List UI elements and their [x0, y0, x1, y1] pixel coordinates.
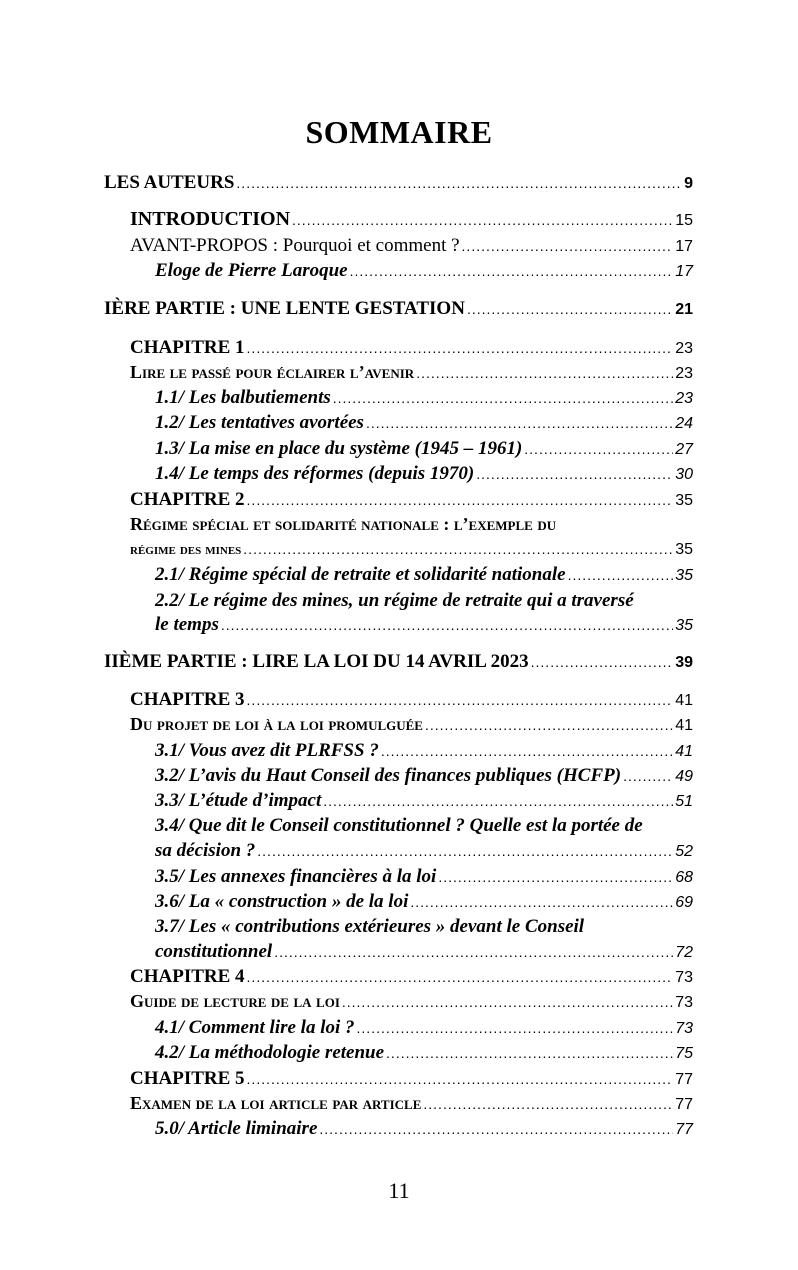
toc-page: 69: [675, 894, 693, 911]
toc-entry-2-2-line1[interactable]: 2.2/ Le régime des mines, un régime de retraite qui a traversé: [155, 590, 634, 611]
toc-entry-chapitre-5-title[interactable]: [130, 1091, 693, 1116]
leader-dots: [247, 688, 674, 713]
toc-label: Eloge de Pierre Laroque: [155, 260, 348, 281]
leader-dots: [524, 437, 673, 462]
toc-page: 23: [675, 340, 693, 357]
toc-entry-3-6[interactable]: [155, 889, 693, 914]
toc-entry-eloge[interactable]: [155, 258, 693, 283]
toc-page: 75: [675, 1045, 693, 1062]
toc-entry-3-7[interactable]: [155, 939, 693, 964]
leader-dots: [568, 563, 674, 588]
leader-dots: [462, 234, 674, 259]
toc-page: 9: [684, 175, 693, 192]
toc-label: 3.3/ L’étude d’impact: [155, 790, 322, 811]
leader-dots: [221, 613, 673, 638]
toc-page: 23: [675, 390, 693, 407]
leader-dots: [410, 890, 673, 915]
toc-entry-chapitre-2[interactable]: [130, 487, 693, 512]
toc-entry-1-3[interactable]: [155, 436, 693, 461]
toc-label: Guide de lecture de la loi: [130, 991, 340, 1011]
toc-label: 1.4/ Le temps des réformes (depuis 1970): [155, 463, 475, 484]
toc-page: 35: [675, 492, 693, 509]
toc-entry-chapitre-3-title[interactable]: [130, 712, 693, 737]
toc-label: 5.0/ Article liminaire: [155, 1118, 318, 1139]
toc-label: CHAPITRE 4: [130, 966, 245, 987]
toc-entry-partie-2[interactable]: [104, 649, 693, 674]
toc-label: 1.2/ Les tentatives avortées: [155, 412, 364, 433]
toc-page: 41: [675, 743, 693, 760]
leader-dots: [243, 537, 673, 562]
page-number: 11: [388, 1178, 410, 1203]
leader-dots: [257, 839, 673, 864]
toc-page: 77: [675, 1071, 693, 1088]
toc-page: 15: [675, 212, 693, 229]
toc-entry-introduction[interactable]: [130, 207, 693, 232]
toc-page: 30: [675, 466, 693, 483]
toc-entry-4-2[interactable]: [155, 1040, 693, 1065]
toc-entry-5-0[interactable]: [155, 1116, 693, 1141]
leader-dots: [423, 1092, 673, 1117]
toc-page: 21: [675, 301, 693, 318]
toc-label: 3.2/ L’avis du Haut Conseil des finances publiques (HCFP): [155, 765, 622, 786]
toc-entry-3-1[interactable]: [155, 738, 693, 763]
toc-label: sa décision ?: [155, 840, 256, 861]
toc-page: 41: [675, 717, 693, 734]
toc-entry-3-4-line1[interactable]: 3.4/ Que dit le Conseil constitutionnel ? Quelle est la portée de: [155, 815, 643, 836]
toc-entry-chapitre-3[interactable]: [130, 687, 693, 712]
toc-page: 77: [675, 1096, 693, 1113]
toc-entry-avant-propos[interactable]: [130, 233, 693, 258]
leader-dots: [274, 940, 673, 965]
toc-page: 73: [675, 994, 693, 1011]
toc-label: le temps: [155, 614, 219, 635]
toc-label: IÈRE PARTIE : UNE LENTE GESTATION: [104, 298, 465, 319]
leader-dots: [438, 865, 673, 890]
leader-dots: [425, 713, 673, 738]
toc-page: 17: [675, 238, 693, 255]
page-title: SOMMAIRE: [305, 114, 493, 150]
leader-dots: [323, 789, 673, 814]
toc-page: 72: [675, 944, 693, 961]
leader-dots: [386, 1041, 673, 1066]
toc-entry-3-2[interactable]: [155, 763, 693, 788]
toc-label: CHAPITRE 5: [130, 1068, 245, 1089]
toc-page: 39: [675, 654, 693, 671]
leader-dots: [247, 488, 674, 513]
toc-entry-1-1[interactable]: [155, 385, 693, 410]
toc-label: 3.5/ Les annexes financières à la loi: [155, 866, 437, 887]
leader-dots: [467, 297, 673, 322]
toc-entry-1-4[interactable]: [155, 461, 693, 486]
leader-dots: [292, 208, 673, 233]
toc-page: 17: [675, 263, 693, 280]
toc-label: CHAPITRE 2: [130, 489, 245, 510]
toc-label: constitutionnel: [155, 941, 273, 962]
toc-entry-3-3[interactable]: [155, 788, 693, 813]
toc-page: 23: [675, 365, 693, 382]
toc-page: 35: [675, 617, 693, 634]
leader-dots: [247, 336, 674, 361]
leader-dots: [350, 259, 674, 284]
toc-page: 51: [675, 793, 693, 810]
leader-dots: [366, 411, 673, 436]
toc-entry-chapitre-4-title[interactable]: [130, 989, 693, 1014]
leader-dots: [333, 386, 673, 411]
toc-entry-3-7-line1[interactable]: 3.7/ Les « contributions extérieures » devant le Conseil: [155, 916, 585, 937]
toc-label: INTRODUCTION: [130, 208, 291, 230]
toc-label: 4.1/ Comment lire la loi ?: [155, 1017, 355, 1038]
toc-entry-chapitre-4[interactable]: [130, 964, 693, 989]
leader-dots: [416, 361, 673, 386]
toc-label: 1.3/ La mise en place du système (1945 – 1961): [155, 438, 523, 459]
leader-dots: [247, 965, 674, 990]
leader-dots: [342, 990, 673, 1015]
toc-entry-chapitre-2-title-line1[interactable]: Régime spécial et solidarité nationale : l’exemple du: [130, 514, 557, 534]
toc-page: 35: [675, 541, 693, 558]
toc-page: 27: [675, 441, 693, 458]
toc-entry-2-2[interactable]: [155, 612, 693, 637]
toc-page: 68: [675, 869, 693, 886]
leader-dots: [381, 739, 673, 764]
toc-page: 77: [675, 1121, 693, 1138]
toc-entry-2-1[interactable]: [155, 562, 693, 587]
toc-label: CHAPITRE 3: [130, 689, 245, 710]
leader-dots: [319, 1117, 673, 1142]
toc-label: 2.1/ Régime spécial de retraite et solidarité nationale: [155, 564, 566, 585]
leader-dots: [623, 764, 673, 789]
toc-entry-partie-1[interactable]: [104, 296, 693, 321]
leader-dots: [531, 650, 674, 675]
toc-label: CHAPITRE 1: [130, 337, 245, 358]
toc-label: 4.2/ La méthodologie retenue: [155, 1042, 385, 1063]
leader-dots: [476, 462, 673, 487]
toc-label: Lire le passé pour éclairer l’avenir: [130, 362, 415, 382]
toc-label: LES AUTEURS: [104, 172, 235, 193]
toc-page: 73: [675, 1020, 693, 1037]
toc-label: Examen de la loi article par article: [130, 1093, 422, 1113]
toc-entry-3-5[interactable]: [155, 864, 693, 889]
leader-dots: [236, 171, 682, 196]
toc-label: IIÈME PARTIE : LIRE LA LOI DU 14 AVRIL 2023: [104, 651, 529, 672]
toc-entry-chapitre-5[interactable]: [130, 1066, 693, 1091]
toc-entry-chapitre-2-title[interactable]: [130, 537, 693, 562]
toc-label: 1.1/ Les balbutiements: [155, 387, 331, 408]
toc-label: régime des mines: [130, 541, 242, 558]
toc-entry-chapitre-1-title[interactable]: [130, 360, 693, 385]
toc-entry-chapitre-1[interactable]: [130, 335, 693, 360]
toc-entry-auteurs[interactable]: [104, 170, 693, 195]
toc-entry-4-1[interactable]: [155, 1015, 693, 1040]
toc-label: 3.1/ Vous avez dit PLRFSS ?: [155, 740, 379, 761]
toc-label: Du projet de loi à la loi promulguée: [130, 714, 423, 734]
leader-dots: [357, 1016, 674, 1041]
toc-page: 52: [675, 843, 693, 860]
toc-label: AVANT-PROPOS : Pourquoi et comment ?: [130, 235, 460, 256]
toc-page: 73: [675, 969, 693, 986]
leader-dots: [247, 1067, 674, 1092]
toc-page: 41: [675, 692, 693, 709]
toc-entry-1-2[interactable]: [155, 410, 693, 435]
toc-entry-3-4[interactable]: [155, 838, 693, 863]
toc-page: 49: [675, 768, 693, 785]
toc-page: 35: [675, 567, 693, 584]
toc-label: 3.6/ La « construction » de la loi: [155, 891, 409, 912]
toc-page: 24: [675, 415, 693, 432]
